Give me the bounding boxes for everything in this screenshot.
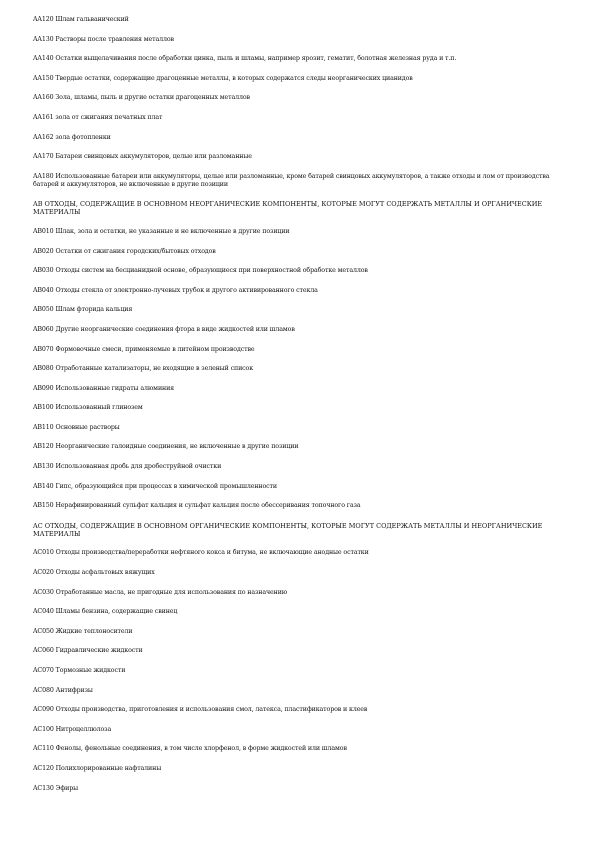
waste-code-entry [33,667,563,675]
waste-code-entry [33,36,563,44]
section-heading: AC ОТХОДЫ, СОДЕРЖАЩИЕ В ОСНОВНОМ ОРГАНИЧЕСКИЕ КОМПОНЕНТЫ, КОТОРЫЕ МОГУТ СОДЕРЖАТЬ МЕТАЛЛЫ И НЕОРГАНИЧЕСКИЕ МАТЕРИАЛЫ [33,521,543,538]
waste-description: Формовочные смеси, применяемые в литейном производстве [55,345,255,353]
waste-code-entry [33,483,563,491]
waste-description: Твердые остатки, содержащие драгоценные металлы, в которых содержатся следы неорганических цианидов [55,74,413,82]
waste-code-entry [33,687,563,695]
waste-code-entry [33,424,563,432]
waste-code-entry [33,16,563,24]
waste-code-entry [33,134,563,142]
waste-code: AC050 [33,627,54,635]
waste-description: Антифризы [55,686,93,694]
waste-code-entry [33,365,563,373]
waste-description: Неорганические галоидные соединения, не включенные в другие позиции [55,443,299,451]
waste-code-entry [33,765,563,773]
waste-code: AB090 [33,384,54,392]
waste-description: Отходы производства, приготовления и использования смол, латекса, пластификаторов и клеев [55,706,368,714]
waste-code: AC120 [33,764,54,772]
waste-code: AB020 [33,247,54,255]
waste-code: AA170 [33,153,54,161]
waste-code: AC100 [33,725,54,733]
waste-description: Полихлорированные нафталины [55,764,162,772]
waste-code-entry [33,608,563,616]
waste-code-entry [33,589,563,597]
waste-code-entry [33,75,563,83]
waste-description: зола от сжигания печатных плат [55,113,163,121]
waste-code-entry [33,628,563,636]
waste-code-entry [33,306,563,314]
waste-description: Отработанные масла, не пригодные для использования по назначению [55,588,288,596]
waste-description: Использованная дробь для дробеструйной очистки [55,463,222,471]
waste-code: AB110 [33,423,54,431]
waste-description: Использованный глинозем [55,404,143,412]
waste-code-entry [33,443,563,451]
waste-description: Остатки от сжигания городских/бытовых отходов [55,247,216,255]
waste-code: AC080 [33,686,54,694]
waste-code: AB040 [33,286,54,294]
waste-code: AC020 [33,569,54,577]
waste-code: AC060 [33,647,54,655]
waste-code: AA150 [33,74,54,82]
waste-code-entry [33,114,563,122]
waste-code-entry [33,549,563,557]
waste-description: Шлам фторида кальция [55,306,133,314]
waste-code: AA180 [33,172,54,180]
waste-code-entry [33,404,563,412]
waste-code: AB010 [33,227,54,235]
waste-code-entry [33,287,563,295]
waste-code-entry [33,569,563,577]
waste-code: AC070 [33,667,54,674]
waste-code: AA161 [33,113,54,121]
waste-description: Остатки выщелачивания после обработки цинка, пыль и шламы, например ярозит, гематит, болотная железная руда и т.п. [55,55,457,63]
waste-code: AC030 [33,588,54,596]
waste-code: AB120 [33,443,54,451]
waste-description: Жидкие теплоносители [55,627,133,635]
waste-code-entry [33,647,563,655]
waste-code: AB060 [33,325,54,333]
waste-code-entry [33,385,563,393]
waste-description: Отходы производства/переработки нефтяного кокса и битума, не включающие анодные остатки [55,549,369,557]
waste-code-entry [33,94,563,102]
waste-code: AB080 [33,365,54,373]
waste-code: AC090 [33,706,54,714]
waste-description: Отходы стекла от электронно-лучевых трубок и другого активированного стекла [55,286,318,294]
waste-description: Батареи свинцовых аккумуляторов, целые или разломанные [55,153,252,161]
waste-code-entry [33,785,563,793]
waste-description: Использованные батареи или аккумуляторы, целые или разломанные, кроме батарей свинцовых аккумуляторов, а также отходы и лом от производства батарей и аккумуляторов, не включенные в другие позиции [33,172,550,188]
waste-code: AC010 [33,549,54,557]
waste-code: AB100 [33,404,54,412]
waste-description: Использованные гидраты алюминия [55,384,175,392]
waste-code-entry [33,502,563,510]
waste-code-entry [33,55,563,63]
waste-description: Шлак, зола и остатки, не указанные и не включенные в другие позиции [55,227,290,235]
waste-description: Основные растворы [55,423,120,431]
section-heading: AB ОТХОДЫ, СОДЕРЖАЩИЕ В ОСНОВНОМ НЕОРГАНИЧЕСКИЕ КОМПОНЕНТЫ, КОТОРЫЕ МОГУТ СОДЕРЖАТЬ МЕТАЛЛЫ И ОРГАНИЧЕСКИЕ МАТЕРИАЛЫ [33,200,543,217]
waste-code: AB030 [33,267,54,275]
waste-code-entry [33,706,563,714]
waste-code-entry [33,173,563,189]
waste-code: AA140 [33,55,54,63]
waste-description: Растворы после травления металлов [55,35,174,43]
waste-code: AC130 [33,784,54,792]
waste-description: Фенолы, фенольные соединения, в том числе хлорфенол, в форме жидкостей или шламов [55,745,347,753]
waste-description: зола фотопленки [55,133,111,141]
waste-description: Нерафинированный сульфат кальция и сульфат кальция после обессеривания топочного газа [55,502,361,510]
waste-description: Тормозные жидкости [55,667,126,674]
waste-code-entry [33,267,563,275]
waste-code: AA120 [33,16,54,23]
waste-description: Гипс, образующийся при процессах в химической промышленности [55,482,277,490]
waste-description: Эфиры [55,784,79,792]
waste-code: AB130 [33,463,54,471]
waste-description: Другие неорганические соединения фтора в виде жидкостей или шламов [55,325,295,333]
waste-description: Зола, шламы, пыль и другие остатки драгоценных металлов [55,94,250,102]
waste-code-entry [33,745,563,753]
document-page [33,16,563,804]
waste-code: AC040 [33,608,54,616]
waste-code-entry [33,153,563,161]
waste-code: AC110 [33,745,54,753]
waste-code: AA160 [33,94,54,102]
waste-description: Отходы асфальтовых вяжущих [55,569,155,577]
waste-code: AB070 [33,345,54,353]
waste-code-entry [33,463,563,471]
waste-description: Нитроцеллюлоза [55,725,112,733]
waste-description: Отработанные катализаторы, не входящие в зеленый список [55,365,254,373]
waste-code-entry [33,726,563,734]
waste-code: AB050 [33,306,54,314]
waste-description: Отходы систем на бесцианидной основе, образующиеся при поверхностной обработке металлов [55,267,368,275]
waste-code-entry [33,248,563,256]
waste-description: Шлам гальванический [55,16,129,23]
waste-code: AA162 [33,133,54,141]
waste-code: AB150 [33,502,54,510]
waste-code-entry [33,326,563,334]
waste-code: AB140 [33,482,54,490]
waste-code-entry [33,228,563,236]
waste-code: AA130 [33,35,54,43]
waste-code-entry [33,346,563,354]
waste-description: Шламы бензина, содержащие свинец [55,608,178,616]
waste-description: Гидравлические жидкости [55,647,143,655]
